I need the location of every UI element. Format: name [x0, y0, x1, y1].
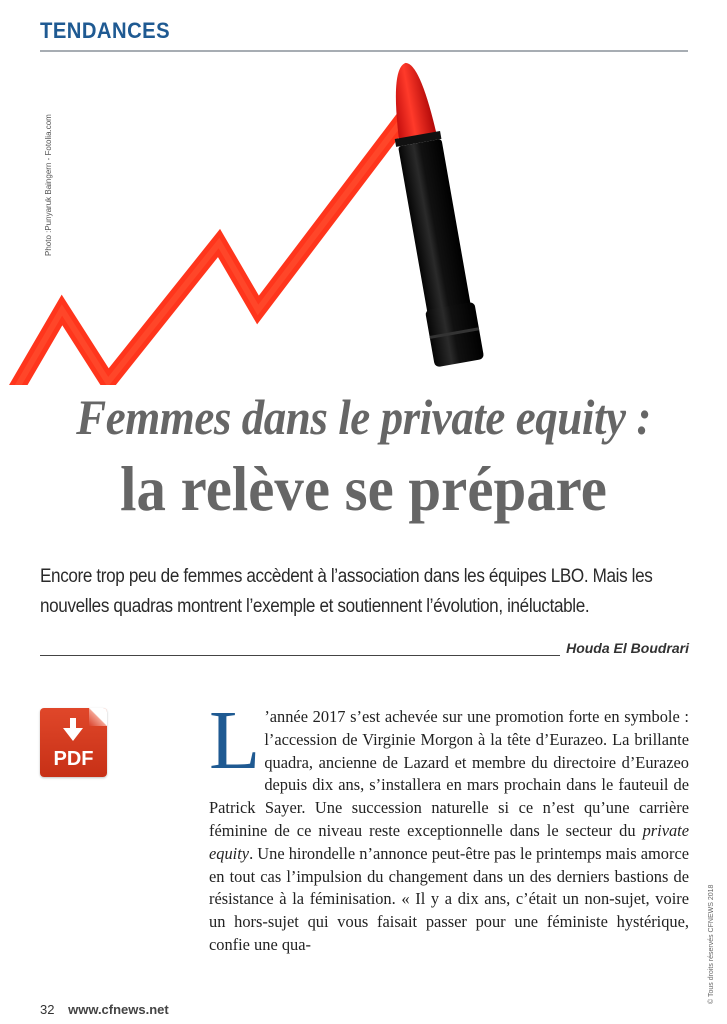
page-fold-icon [89, 708, 107, 726]
article-lede: Encore trop peu de femmes accèdent à l’association dans les équipes LBO. Mais les nouvelles quadras montrent l’exemple et soutiennent l’évolution, inéluctable. [40, 566, 653, 617]
copyright-notice: © Tous droits réservés CFNEWS 2018 [708, 884, 715, 1004]
body-text-part2: . Une hirondelle n’annonce peut-être pas le printemps mais amorce en tout cas l’impulsion du changement dans un des derniers bastions de résistance à la féminisation. « Il y a dix ans, c’était un non-sujet, voire un hors-sujet qui vous faisait passer pour une féministe hystérique, confie une qua- [209, 843, 689, 954]
photo-credit: Photo :Punyaruk Baingern - Fotolia.com [44, 114, 53, 256]
body-text-part1: ’année 2017 s’est achevée sur une promotion forte en symbole : l’accession de Virginie Morgon à la tête d’Eurazeo. La brillante quadra, ancienne de Lazard et membre du directoire d’Eurazeo depuis dix ans, s’installera en mars prochain dans le fauteuil de Patrick Sayer. Une succession naturelle si ce n’est qu’une carrière féminine de ce niveau reste exceptionnelle dans le secteur du [209, 707, 689, 840]
website-link[interactable]: www.cfnews.net [68, 1002, 169, 1017]
body-text-italic: private equity [209, 820, 689, 863]
page-footer [40, 1002, 169, 1017]
page-number: 32 [40, 1002, 55, 1017]
article-body [209, 694, 689, 957]
header-divider [40, 50, 688, 52]
article-title-line1: Femmes dans le private equity : [76, 389, 651, 445]
byline-divider [40, 655, 560, 656]
download-arrow-icon [60, 717, 86, 743]
article-title-line2: la relève se prépare [120, 453, 607, 524]
hero-photo-lipstick [0, 55, 727, 385]
author-byline: Houda El Boudrari [566, 640, 689, 656]
rising-line-icon [0, 107, 412, 385]
drop-cap: L [209, 694, 261, 787]
section-title: TENDANCES [40, 18, 171, 43]
pdf-label: PDF [53, 748, 94, 770]
pdf-download-button[interactable] [40, 708, 107, 777]
